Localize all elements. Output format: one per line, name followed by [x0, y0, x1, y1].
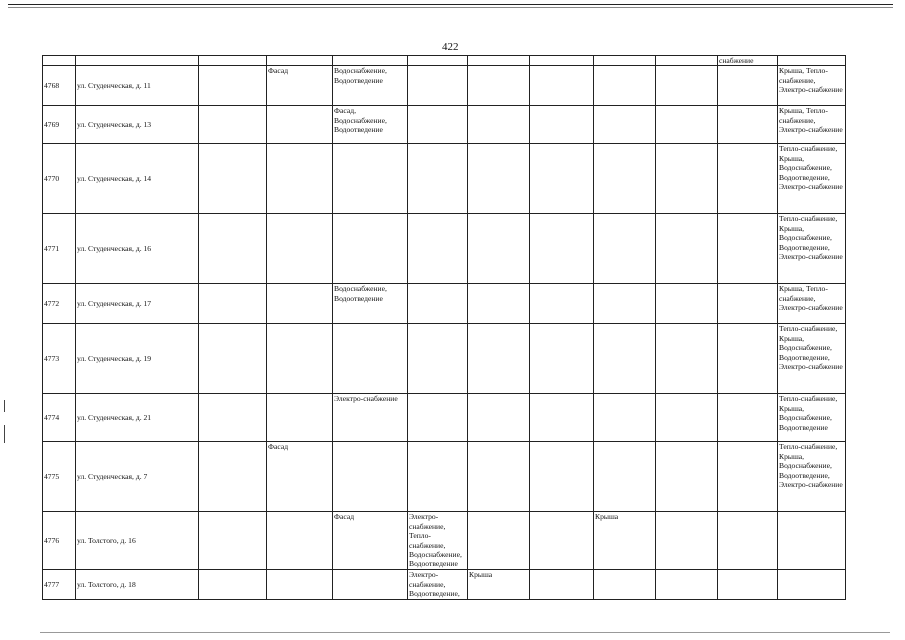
works-cell — [468, 394, 530, 442]
works-cell — [199, 394, 267, 442]
scan-top-border-secondary — [8, 7, 893, 8]
works-cell: Водоснабжение, Водоотведение — [333, 66, 408, 106]
header-cell — [199, 56, 267, 66]
works-cell — [530, 324, 594, 394]
works-cell: Фасад — [333, 512, 408, 570]
works-cell: Тепло-снабжение, Крыша, Водоснабжение, Водоотведение, Электро-снабжение — [778, 442, 846, 512]
works-cell — [656, 324, 718, 394]
works-cell — [199, 144, 267, 214]
works-cell — [333, 442, 408, 512]
works-cell: Фасад — [267, 442, 333, 512]
table-row — [43, 570, 846, 600]
works-cell — [594, 442, 656, 512]
record-number: 4772 — [43, 284, 76, 324]
header-cell — [778, 56, 846, 66]
works-cell — [408, 442, 468, 512]
scan-top-border — [8, 4, 893, 5]
works-cell — [656, 394, 718, 442]
works-cell — [408, 394, 468, 442]
record-number: 4771 — [43, 214, 76, 284]
works-cell: Электро-снабжение — [333, 394, 408, 442]
header-cell — [594, 56, 656, 66]
scan-bottom-border — [40, 632, 890, 633]
works-cell — [468, 284, 530, 324]
address-cell: ул. Студенческая, д. 16 — [76, 214, 199, 284]
address-cell: ул. Студенческая, д. 21 — [76, 394, 199, 442]
works-cell — [778, 512, 846, 570]
table-row — [43, 66, 846, 106]
works-cell: Водоснабжение, Водоотведение — [333, 284, 408, 324]
record-number: 4777 — [43, 570, 76, 600]
table-row — [43, 442, 846, 512]
address-cell: ул. Толстого, д. 18 — [76, 570, 199, 600]
works-cell — [530, 512, 594, 570]
works-cell: Электро-снабжение, Водоотведение, — [408, 570, 468, 600]
works-cell — [718, 214, 778, 284]
header-fragment: снабжение — [718, 56, 778, 66]
scan-margin-mark — [4, 400, 5, 412]
works-cell — [718, 66, 778, 106]
works-cell: Крыша — [468, 570, 530, 600]
address-cell: ул. Толстого, д. 16 — [76, 512, 199, 570]
works-cell — [267, 144, 333, 214]
works-cell — [656, 214, 718, 284]
works-cell — [267, 106, 333, 144]
works-cell — [199, 512, 267, 570]
works-cell — [594, 284, 656, 324]
record-number: 4773 — [43, 324, 76, 394]
works-cell — [594, 144, 656, 214]
works-cell — [468, 324, 530, 394]
works-cell — [656, 284, 718, 324]
table-row — [43, 394, 846, 442]
works-cell — [656, 512, 718, 570]
works-cell: Тепло-снабжение, Крыша, Водоснабжение, Водоотведение, Электро-снабжение — [778, 324, 846, 394]
works-cell: Электро-снабжение, Тепло-снабжение, Водоснабжение, Водоотведение — [408, 512, 468, 570]
works-cell — [594, 66, 656, 106]
table-row — [43, 106, 846, 144]
works-cell — [468, 512, 530, 570]
record-number: 4776 — [43, 512, 76, 570]
works-cell — [408, 106, 468, 144]
works-cell: Крыша — [594, 512, 656, 570]
works-cell — [267, 512, 333, 570]
address-cell: ул. Студенческая, д. 7 — [76, 442, 199, 512]
works-cell — [718, 106, 778, 144]
works-cell — [530, 442, 594, 512]
works-cell — [530, 214, 594, 284]
record-number: 4770 — [43, 144, 76, 214]
address-cell: ул. Студенческая, д. 13 — [76, 106, 199, 144]
record-number: 4775 — [43, 442, 76, 512]
works-cell: Крыша, Тепло-снабжение, Электро-снабжение — [778, 106, 846, 144]
works-cell — [718, 144, 778, 214]
record-number: 4774 — [43, 394, 76, 442]
table-row — [43, 284, 846, 324]
works-cell — [333, 570, 408, 600]
works-cell — [656, 66, 718, 106]
works-cell — [530, 106, 594, 144]
works-cell — [656, 106, 718, 144]
table-header-continuation — [43, 56, 846, 66]
header-cell — [408, 56, 468, 66]
works-cell — [408, 214, 468, 284]
works-cell: Фасад, Водоснабжение, Водоотведение — [333, 106, 408, 144]
works-cell — [778, 570, 846, 600]
works-cell — [530, 284, 594, 324]
address-cell: ул. Студенческая, д. 14 — [76, 144, 199, 214]
works-cell — [718, 284, 778, 324]
header-cell — [656, 56, 718, 66]
table-row — [43, 144, 846, 214]
page-number: 422 — [442, 41, 459, 53]
works-cell — [468, 144, 530, 214]
works-cell — [594, 106, 656, 144]
works-cell — [408, 284, 468, 324]
address-cell: ул. Студенческая, д. 11 — [76, 66, 199, 106]
table-row — [43, 324, 846, 394]
works-cell — [267, 214, 333, 284]
works-cell: Крыша, Тепло-снабжение, Электро-снабжение — [778, 284, 846, 324]
header-cell — [530, 56, 594, 66]
works-cell — [333, 144, 408, 214]
works-cell — [530, 570, 594, 600]
works-cell — [468, 66, 530, 106]
record-number: 4769 — [43, 106, 76, 144]
header-cell — [76, 56, 199, 66]
record-number: 4768 — [43, 66, 76, 106]
works-cell — [594, 324, 656, 394]
works-cell — [199, 66, 267, 106]
works-cell — [468, 214, 530, 284]
works-cell — [594, 214, 656, 284]
table-row — [43, 512, 846, 570]
works-cell — [199, 214, 267, 284]
works-cell — [408, 66, 468, 106]
address-cell: ул. Студенческая, д. 17 — [76, 284, 199, 324]
header-cell — [333, 56, 408, 66]
works-cell — [718, 442, 778, 512]
works-cell — [408, 324, 468, 394]
header-cell — [267, 56, 333, 66]
works-cell — [594, 570, 656, 600]
works-cell: Фасад — [267, 66, 333, 106]
header-cell — [43, 56, 76, 66]
works-cell — [468, 442, 530, 512]
works-cell — [408, 144, 468, 214]
works-cell — [267, 324, 333, 394]
works-cell — [333, 214, 408, 284]
works-cell — [656, 144, 718, 214]
works-cell — [530, 394, 594, 442]
works-cell — [333, 324, 408, 394]
works-cell — [199, 284, 267, 324]
works-cell — [199, 442, 267, 512]
table-row — [43, 214, 846, 284]
works-cell — [656, 442, 718, 512]
works-cell — [530, 144, 594, 214]
works-cell — [718, 570, 778, 600]
works-cell — [267, 570, 333, 600]
address-cell: ул. Студенческая, д. 19 — [76, 324, 199, 394]
works-cell — [656, 570, 718, 600]
works-cell — [530, 66, 594, 106]
header-cell — [468, 56, 530, 66]
works-cell: Тепло-снабжение, Крыша, Водоснабжение, Водоотведение — [778, 394, 846, 442]
works-cell: Крыша, Тепло-снабжение, Электро-снабжение — [778, 66, 846, 106]
works-cell — [199, 324, 267, 394]
works-cell — [718, 394, 778, 442]
works-cell — [267, 284, 333, 324]
works-cell — [718, 324, 778, 394]
register-table — [42, 55, 846, 600]
works-cell — [718, 512, 778, 570]
works-cell — [199, 106, 267, 144]
works-cell — [468, 106, 530, 144]
works-cell — [594, 394, 656, 442]
works-cell: Тепло-снабжение, Крыша, Водоснабжение, Водоотведение, Электро-снабжение — [778, 144, 846, 214]
scan-margin-mark — [4, 425, 5, 443]
works-cell — [199, 570, 267, 600]
works-cell: Тепло-снабжение, Крыша, Водоснабжение, Водоотведение, Электро-снабжение — [778, 214, 846, 284]
works-cell — [267, 394, 333, 442]
